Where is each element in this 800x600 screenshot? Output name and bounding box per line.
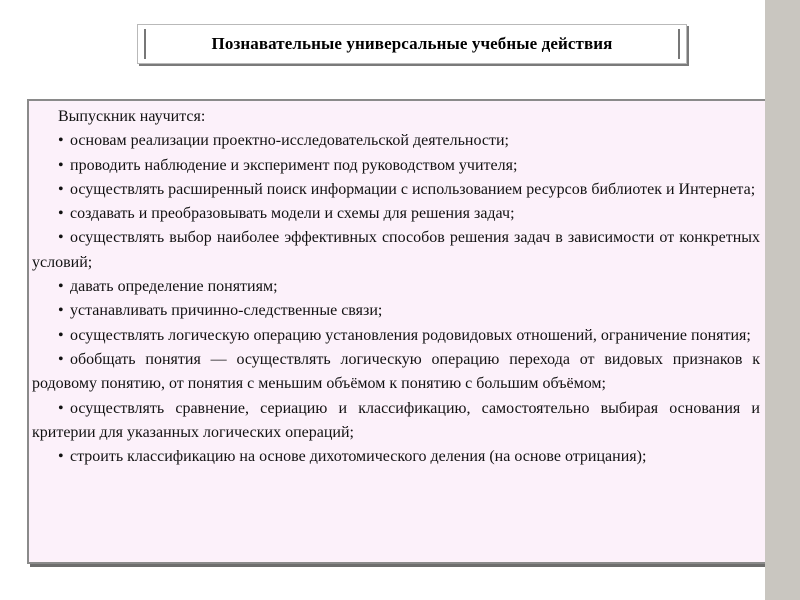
bullet-icon: • xyxy=(58,326,64,344)
content-text xyxy=(32,105,760,469)
list-item xyxy=(32,299,760,323)
intro-text: Выпускник научится: xyxy=(58,108,206,125)
list-item-text: строить классификацию на основе дихотомического деления (на основе отрицания); xyxy=(70,448,647,466)
right-side-band xyxy=(765,0,800,600)
content-box xyxy=(27,99,771,564)
list-item-text: осуществлять логическую операцию установления родовидовых отношений, ограничение понятия; xyxy=(70,326,751,344)
list-item-text: проводить наблюдение и эксперимент под руководством учителя; xyxy=(70,156,518,174)
list-item xyxy=(32,397,760,446)
list-item-text: основам реализации проектно-исследовательской деятельности; xyxy=(70,132,509,150)
list-item xyxy=(32,178,760,202)
list-item xyxy=(32,226,760,275)
title-box xyxy=(137,24,687,64)
list-item-text: осуществлять выбор наиболее эффективных способов решения задач в зависимости от конкретных условий; xyxy=(32,229,760,271)
list-item-text: устанавливать причинно-следственные связи; xyxy=(70,302,383,320)
list-item-text: обобщать понятия — осуществлять логическую операцию перехода от видовых признаков к родовому понятию, от понятия с меньшим объёмом к понятию с большим объёмом; xyxy=(32,350,760,393)
slide-title: Познавательные универсальные учебные действия xyxy=(211,34,613,53)
list-item-text: давать определение понятиям; xyxy=(70,278,278,296)
list-item xyxy=(32,445,760,469)
bullet-icon: • xyxy=(58,448,64,466)
list-item xyxy=(32,202,760,226)
list-item xyxy=(32,154,760,178)
bullet-icon: • xyxy=(58,278,64,296)
bullet-icon: • xyxy=(58,180,64,198)
list-item-text: осуществлять сравнение, сериацию и классификацию, самостоятельно выбирая основания и критерии для указанных логических операций; xyxy=(32,399,760,441)
bullet-icon: • xyxy=(58,350,64,368)
list-item-text: создавать и преобразовывать модели и схемы для решения задач; xyxy=(70,205,515,223)
bullet-icon: • xyxy=(58,132,64,150)
bullet-icon: • xyxy=(58,229,64,247)
list-item xyxy=(32,348,760,397)
list-item xyxy=(32,275,760,299)
list-item xyxy=(32,324,760,348)
list-item-text: осуществлять расширенный поиск информации с использованием ресурсов библиотек и Интернета; xyxy=(70,180,756,198)
bullet-icon: • xyxy=(58,205,64,223)
bullet-icon: • xyxy=(58,156,64,174)
bullet-icon: • xyxy=(58,302,64,320)
bullet-icon: • xyxy=(58,399,64,417)
list-item xyxy=(32,129,760,153)
